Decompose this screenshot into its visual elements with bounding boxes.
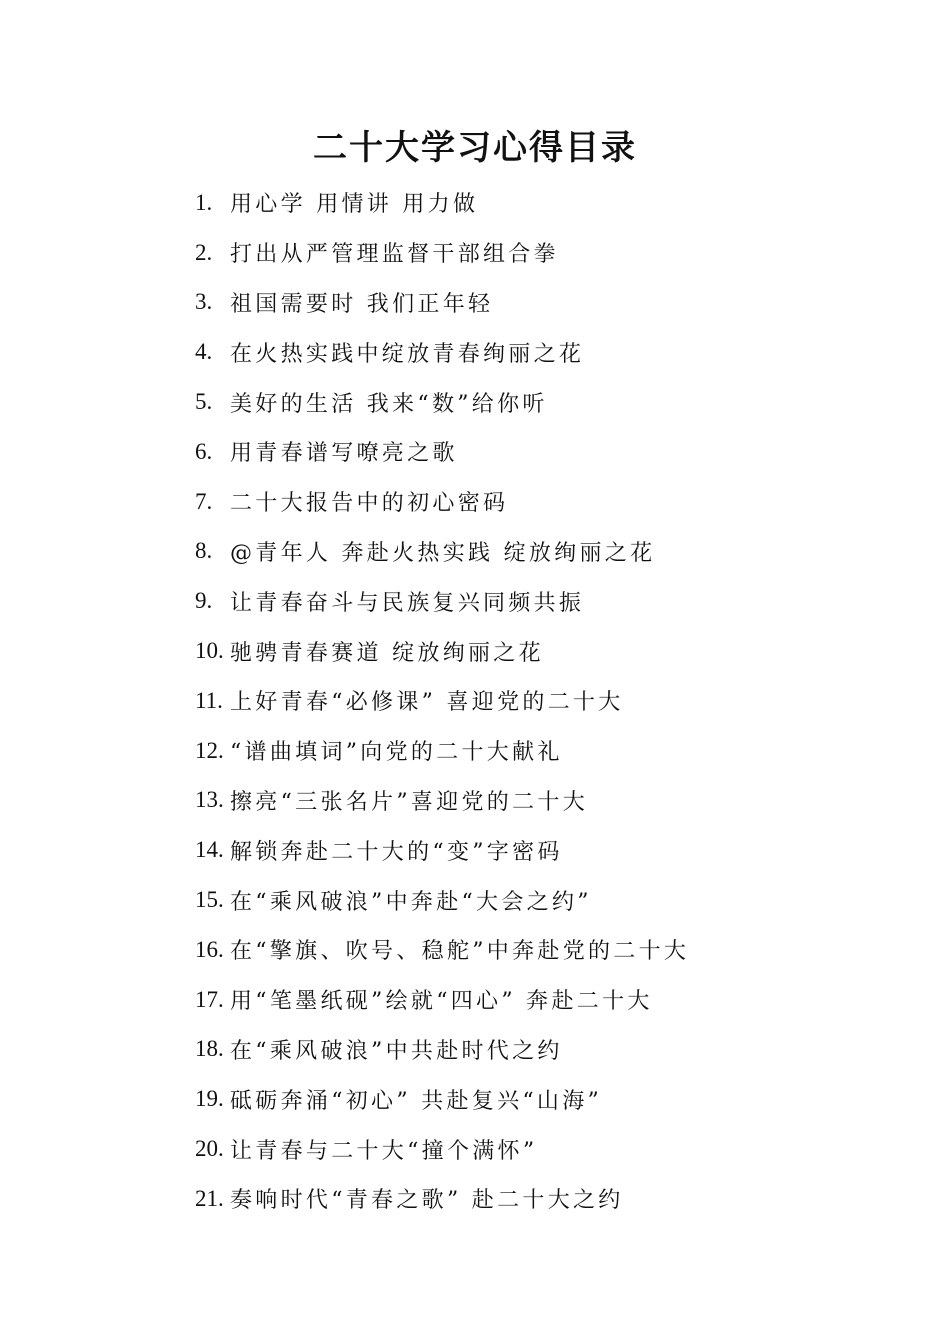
item-title: 解锁奔赴二十大的“变”字密码	[230, 839, 563, 865]
list-item	[195, 427, 875, 477]
list-item	[195, 228, 875, 278]
item-title: 打出从严管理监督干部组合拳	[230, 242, 559, 268]
list-item	[195, 975, 875, 1025]
item-number: 3.	[195, 289, 213, 315]
item-number: 16.	[195, 936, 224, 962]
item-title: 用“笔墨纸砚”绘就“四心” 奔赴二十大	[230, 989, 653, 1015]
item-title: 砥砺奔涌“初心” 共赴复兴“山海”	[230, 1088, 603, 1114]
item-number: 18.	[195, 1036, 224, 1062]
list-item	[195, 1174, 875, 1224]
item-number: 2.	[195, 239, 213, 265]
item-title: 二十大报告中的初心密码	[230, 491, 509, 517]
list-item	[195, 527, 875, 577]
item-title: @青年人 奔赴火热实践 绽放绚丽之花	[230, 540, 656, 566]
page-title: 二十大学习心得目录	[313, 128, 637, 168]
item-title: 上好青春“必修课” 喜迎党的二十大	[230, 690, 624, 716]
item-title: 在“擎旗、吹号、稳舵”中奔赴党的二十大	[230, 939, 690, 965]
item-title: 在火热实践中绽放青春绚丽之花	[230, 341, 585, 367]
item-title: 祖国需要时 我们正年轻	[230, 291, 494, 317]
list-item	[195, 1124, 875, 1174]
item-number: 20.	[195, 1136, 224, 1162]
item-title: 让青春与二十大“撞个满怀”	[230, 1138, 538, 1164]
item-title: 在“乘风破浪”中共赴时代之约	[230, 1038, 563, 1064]
item-title: 美好的生活 我来“数”给你听	[230, 391, 548, 417]
list-item	[195, 278, 875, 328]
list-item	[195, 1025, 875, 1075]
item-title: 奏响时代“青春之歌” 赴二十大之约	[230, 1188, 624, 1214]
list-item	[195, 327, 875, 377]
item-number: 6.	[195, 438, 213, 464]
item-number: 15.	[195, 887, 224, 913]
item-number: 9.	[195, 588, 213, 614]
list-item	[195, 477, 875, 527]
item-number: 4.	[195, 339, 213, 365]
item-number: 12.	[195, 737, 224, 763]
item-number: 19.	[195, 1086, 224, 1112]
item-number: 13.	[195, 787, 224, 813]
item-title: 用心学 用情讲 用力做	[230, 192, 479, 218]
item-number: 1.	[195, 189, 213, 215]
list-item	[195, 1074, 875, 1124]
list-item	[195, 676, 875, 726]
list-item	[195, 178, 875, 228]
list-item	[195, 726, 875, 776]
item-title: “谱曲填词”向党的二十大献礼	[230, 740, 563, 766]
item-number: 21.	[195, 1185, 224, 1211]
item-title: 让青春奋斗与民族复兴同频共振	[230, 590, 585, 616]
list-item	[195, 776, 875, 826]
item-number: 7.	[195, 488, 213, 514]
item-number: 14.	[195, 837, 224, 863]
item-title: 驰骋青春赛道 绽放绚丽之花	[230, 640, 544, 666]
item-number: 10.	[195, 638, 224, 664]
item-number: 11.	[195, 687, 223, 713]
item-number: 17.	[195, 986, 224, 1012]
item-title: 用青春谱写嘹亮之歌	[230, 441, 458, 467]
list-item	[195, 377, 875, 427]
list-item	[195, 925, 875, 975]
list-item	[195, 576, 875, 626]
list-item	[195, 825, 875, 875]
item-title: 擦亮“三张名片”喜迎党的二十大	[230, 789, 588, 815]
item-title: 在“乘风破浪”中奔赴“大会之约”	[230, 889, 592, 915]
item-number: 5.	[195, 389, 213, 415]
list-item	[195, 626, 875, 676]
list-item	[195, 875, 875, 925]
toc-list	[195, 178, 875, 1224]
item-number: 8.	[195, 538, 213, 564]
